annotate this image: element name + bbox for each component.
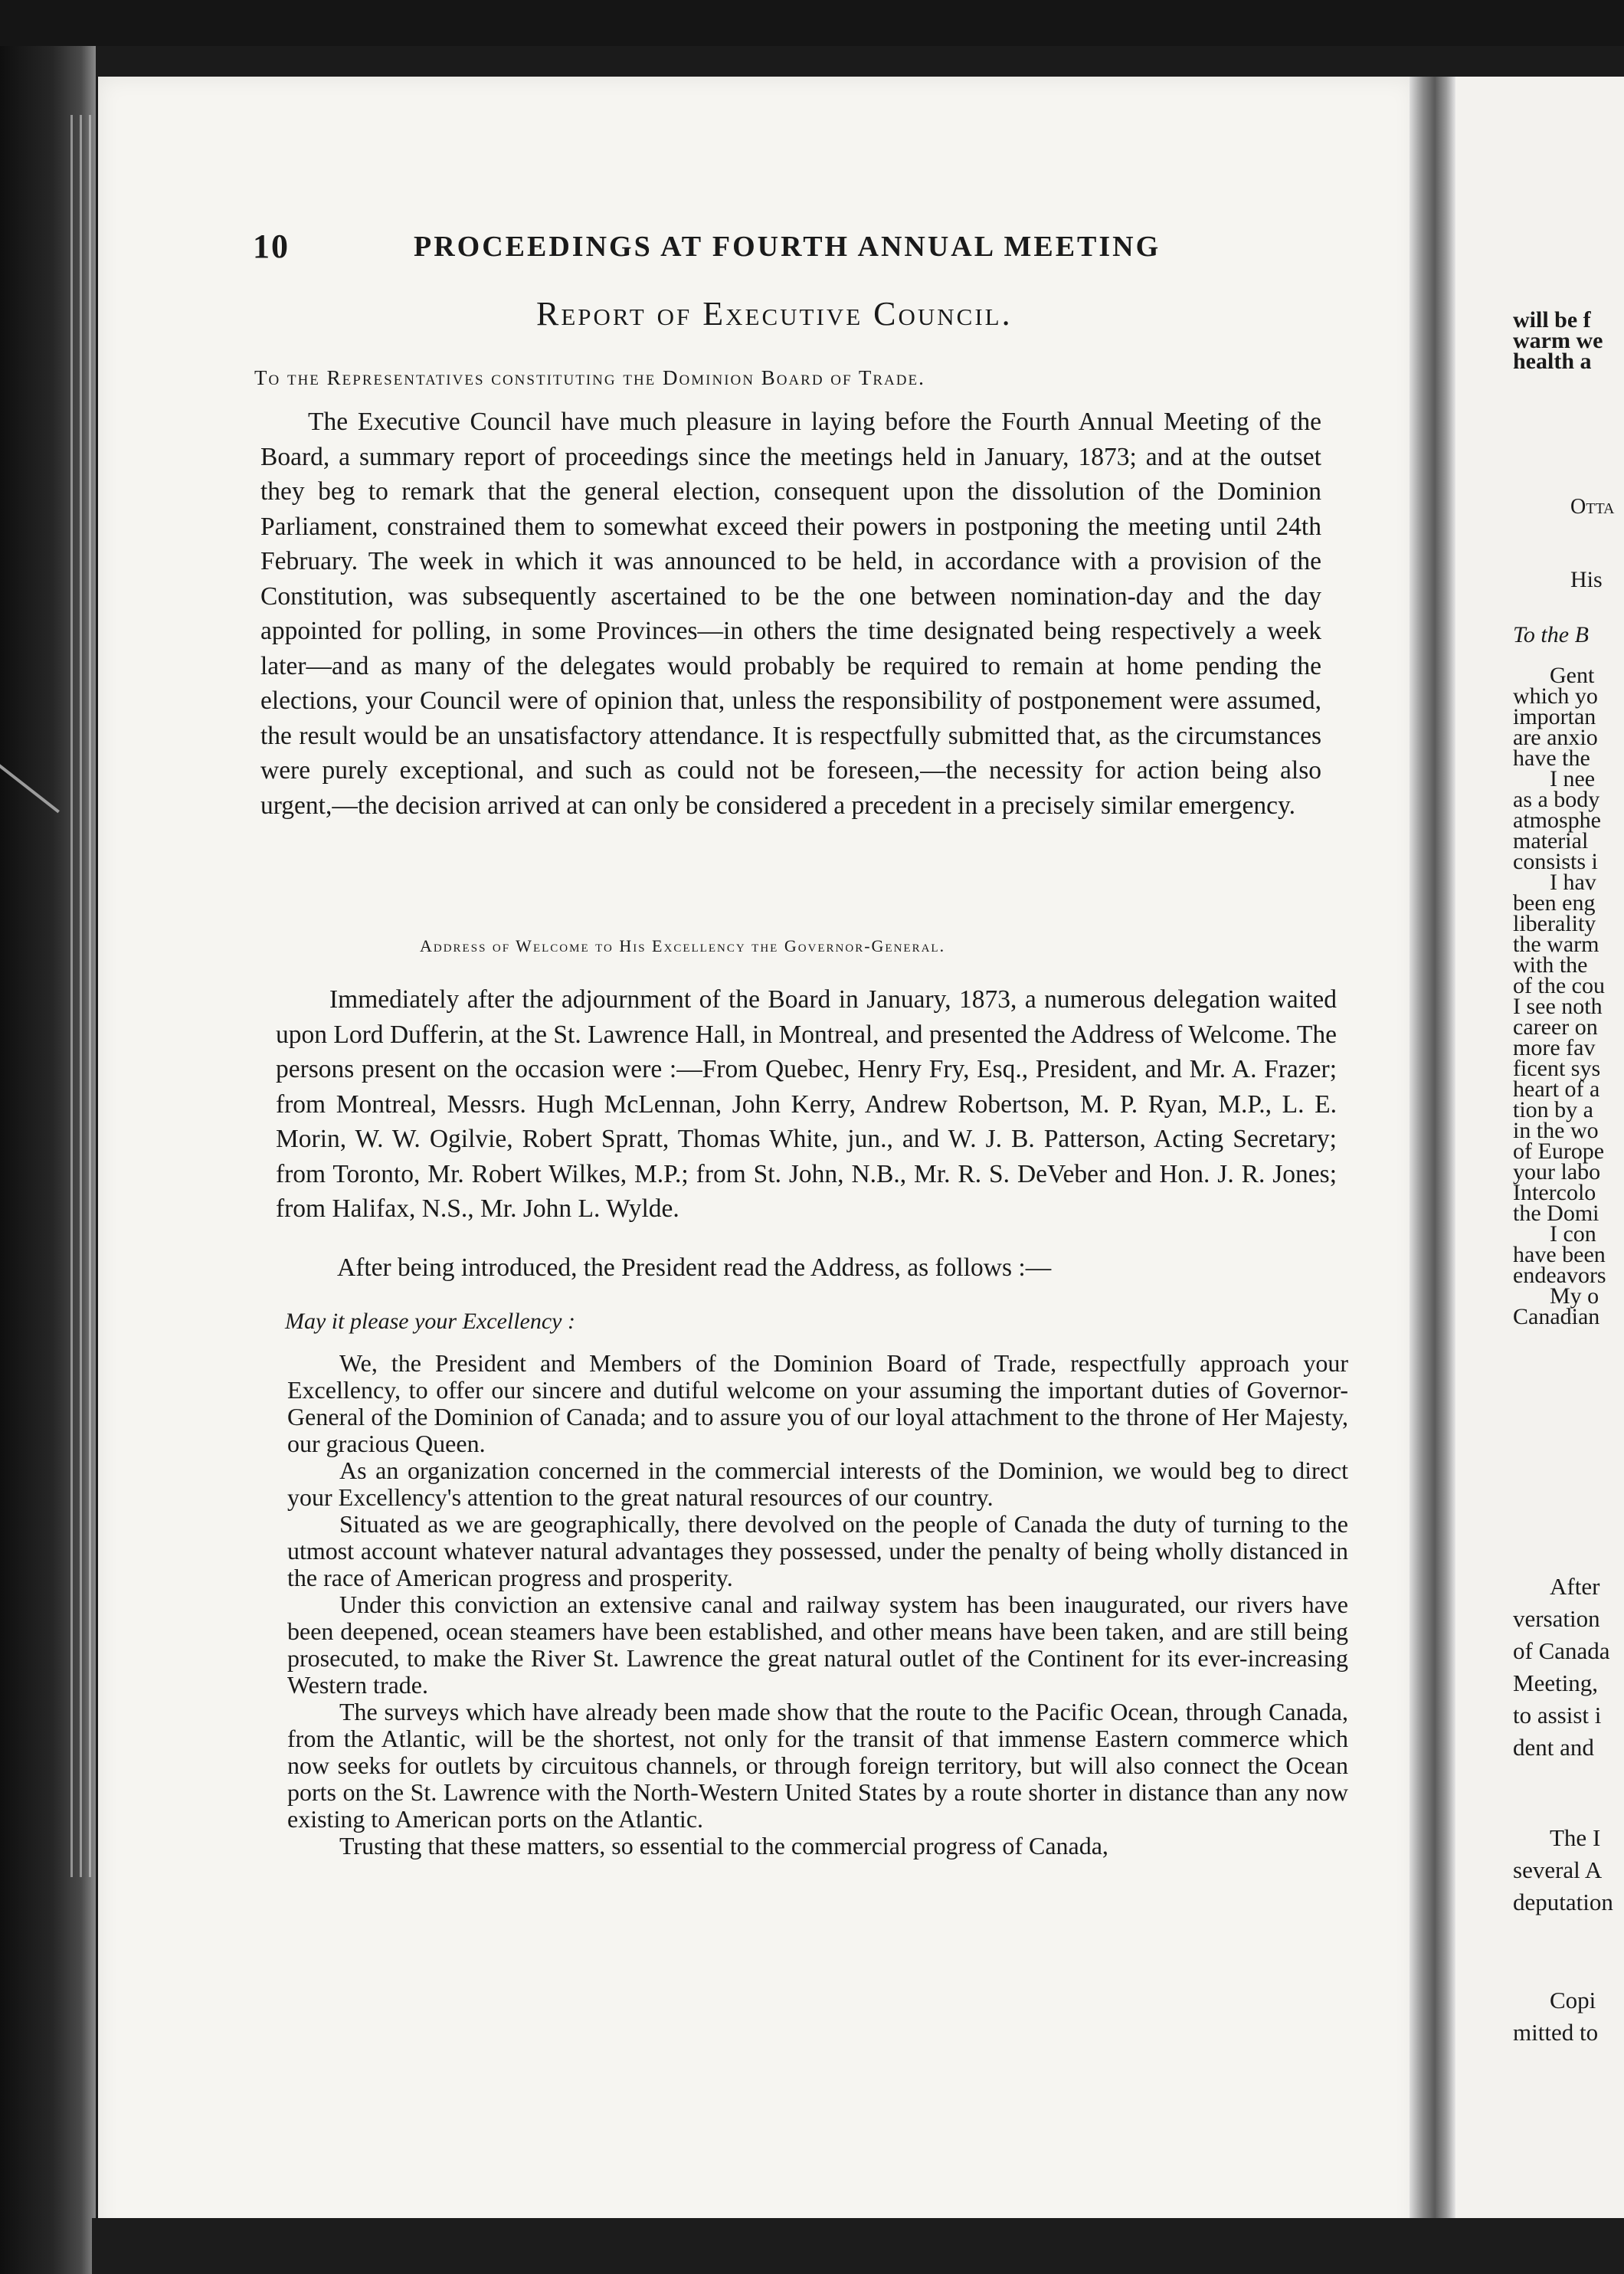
right-text-line: I nee — [1550, 766, 1596, 791]
right-text-line: Copi — [1550, 1987, 1596, 2014]
right-text-line: importan — [1513, 704, 1596, 729]
right-page-last-lines — [1513, 1984, 1624, 2049]
right-text-line: of the cou — [1513, 973, 1605, 998]
address-paragraph: Trusting that these matters, so essential to the commercial progress of Canada, — [339, 1832, 1108, 1860]
running-head-title: PROCEEDINGS AT FOURTH ANNUAL MEETING — [414, 231, 1161, 263]
report-title: Report of Executive Council. — [536, 295, 1013, 333]
right-text-line: warm we — [1513, 328, 1603, 353]
scan-top-border — [0, 0, 1624, 46]
right-text-line: My o — [1550, 1283, 1599, 1309]
right-text-line: The I — [1550, 1824, 1601, 1851]
right-page-to-the-b: To the B — [1513, 622, 1589, 647]
right-text-line: will be f — [1513, 310, 1591, 333]
right-text-line: Intercolo — [1513, 1180, 1596, 1205]
addressee-line: To the Representatives constituting the Dominion Board of Trade. — [254, 366, 925, 389]
right-text-line: been eng — [1513, 890, 1596, 916]
right-page-lower-lines — [1513, 1571, 1624, 1764]
right-text-line: of Canada — [1513, 1637, 1610, 1664]
right-text-line: have the — [1513, 745, 1590, 771]
right-text-line: atmosphe — [1513, 808, 1601, 833]
section-subheading: Address of Welcome to His Excellency the Governor-General. — [420, 936, 946, 955]
right-text-line: the Domi — [1513, 1201, 1599, 1226]
intro-paragraph: The Executive Council have much pleasure in laying before the Fourth Annual Meeting of the Board, a summary report of proceedings since the meetings held in January, 1873; and at the outset they beg to remark that the general election, consequent upon the dissolution of the Dominion Parliament, constrained them to somewhat exceed their powers in postponing the meeting until 24th February. The week in which it was announced to be held, in accordance with a provision of the Constitution, was subsequently ascertained to be the one between nomination-day and the day appointed for polling, in some Provinces—in others the time designated being respectively a week later—and as many of the delegates would probably be required to remain at home pending the elections, your Council were of opinion that, unless the responsibility of postponement were assumed, the result would be an unsatisfactory attendance. It is respectfully submitted that, as the circumstances were purely exceptional, and such as could not be foreseen,—the necessity for action being also urgent,—the decision arrived at can only be considered a precedent in a precisely similar emergency. — [260, 408, 1321, 820]
book-gutter — [1410, 77, 1455, 2268]
address-paragraph: As an organization concerned in the commercial interests of the Dominion, we would beg to direct your Excellency's attention to the great natural resources of our country. — [287, 1456, 1348, 1511]
right-text-line: ficent sys — [1513, 1056, 1601, 1081]
right-text-line: Canadian — [1513, 1304, 1600, 1327]
right-text-line: the warm — [1513, 932, 1599, 957]
right-page-top-lines — [1513, 310, 1624, 372]
address-paragraph: We, the President and Members of the Dominion Board of Trade, respectfully approach your Excellency, to offer our sincere and dutiful welcome on your assuming the important duties of Governor-General of the Dominion of Canada; and to assure you of our loyal attachment to the throne of Her Majesty, our gracious Queen. — [287, 1349, 1348, 1457]
right-text-line: Gent — [1550, 665, 1595, 688]
right-page-his: His — [1570, 567, 1603, 592]
right-text-line: more fav — [1513, 1035, 1596, 1060]
right-text-line: to assist i — [1513, 1702, 1602, 1728]
address-paragraph: The surveys which have already been made show that the route to the Pacific Ocean, through Canada, from the Atlantic, will be the shortest, not only for the transit of that immense Eastern commerce which now seeks for outlets by circuitous channels, or through foreign territory, but will also connect the Ocean ports on the St. Lawrence with the North-Western United States by a route shorter in distance than any now existing to American ports on the Atlantic. — [287, 1698, 1348, 1833]
welcome-paragraph: Immediately after the adjournment of the Board in January, 1873, a numerous delegation waited upon Lord Dufferin, at the St. Lawrence Hall, in Montreal, and presented the Address of Welcome. The persons present on the occasion were :—From Quebec, Henry Fry, Esq., President, and Mr. A. Frazer; from Montreal, Messrs. Hugh McLennan, John Kerry, Andrew Robertson, M. P. Ryan, M.P., L. E. Morin, W. W. Ogilvie, Robert Spratt, Thomas White, jun., and W. J. B. Patterson, Acting Secretary; from Toronto, Mr. Robert Wilkes, M.P.; from St. John, N.B., Mr. R. S. DeVeber and Hon. J. R. Jones; from Halifax, N.S., Mr. John L. Wylde. — [276, 985, 1337, 1223]
page-number: 10 — [253, 228, 290, 265]
right-text-line: Meeting, — [1513, 1669, 1599, 1696]
right-text-line: liberality — [1513, 911, 1596, 936]
address-body — [287, 1350, 1348, 1860]
running-header — [253, 227, 1172, 273]
right-text-line: in the wo — [1513, 1118, 1599, 1143]
right-text-line: material — [1513, 828, 1589, 854]
scan-bottom-border — [92, 2218, 1624, 2274]
right-text-line: career on — [1513, 1014, 1598, 1040]
right-text-line: which yo — [1513, 683, 1598, 709]
right-text-line: mitted to — [1513, 2019, 1599, 2046]
right-text-line: tion by a — [1513, 1097, 1593, 1122]
right-text-line: I hav — [1550, 870, 1596, 895]
right-page-otta: Otta — [1570, 495, 1615, 519]
right-text-line: deputation — [1513, 1889, 1613, 1915]
introduced-line: After being introduced, the President read the Address, as follows :— — [337, 1253, 1052, 1282]
right-text-line: endeavors — [1513, 1263, 1606, 1288]
right-text-line: heart of a — [1513, 1076, 1600, 1102]
right-text-line: with the — [1513, 952, 1588, 978]
right-text-line: of Europe — [1513, 1139, 1605, 1164]
address-paragraph: Situated as we are geographically, there devolved on the people of Canada the duty of turning to the utmost account whatever natural advantages they possessed, under the penalty of being wholly distanced in the race of American progress and prosperity. — [287, 1510, 1348, 1591]
right-text-line: are anxio — [1513, 725, 1598, 750]
address-paragraph: Under this conviction an extensive canal and railway system has been inaugurated, our rivers have been deepened, ocean steamers have been established, and other means have been taken, and are still being prosecuted, to make the River St. Lawrence the great natural outlet of the Continent for its ever-increasing Western trade. — [287, 1591, 1348, 1699]
right-text-line: consists i — [1513, 849, 1598, 874]
address-salutation: May it please your Excellency : — [285, 1309, 575, 1334]
right-text-line: as a body — [1513, 787, 1600, 812]
right-text-line: health a — [1513, 349, 1592, 372]
page-edge-stack — [69, 115, 107, 1877]
right-text-line: versation — [1513, 1605, 1600, 1632]
right-text-line: have been — [1513, 1242, 1606, 1267]
right-text-line: dent and — [1513, 1734, 1594, 1761]
right-text-line: I see noth — [1513, 994, 1603, 1019]
right-text-line: I con — [1550, 1221, 1596, 1247]
right-page-body-lines — [1513, 665, 1624, 1327]
right-text-line: several A — [1513, 1856, 1603, 1883]
right-text-line: your labo — [1513, 1159, 1601, 1185]
page-curl-mark — [0, 759, 60, 813]
right-page-tail-lines — [1513, 1822, 1624, 1918]
right-text-line: After — [1550, 1573, 1600, 1600]
